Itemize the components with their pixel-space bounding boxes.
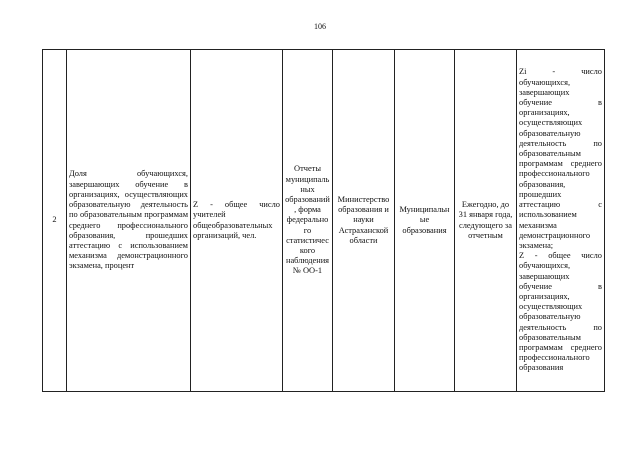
- indicators-table: [42, 49, 605, 392]
- table-row: [43, 50, 605, 392]
- reporting-date-cell: Ежегодно, до 31 января года, следующего за отчетным: [455, 50, 517, 392]
- calculation-method-cell: [517, 50, 605, 392]
- method-zi-definition: Zi - число обучающихся, завершающих обучение в организациях, осуществляющих образовательную деятельность по образовательным программам среднего профессионального образования, прошедших аттестацию с использованием механизма демонстрационного экзамена;: [519, 67, 602, 250]
- aggregation-level-cell: Муниципальные образования: [395, 50, 455, 392]
- method-z-definition: Z - общее число обучающихся, завершающих обучение в организациях, осуществляющих образовательную деятельность по образовательным программам среднего профессионального образования: [519, 251, 602, 373]
- base-indicator-cell: Z - общее число учителей общеобразовательных организаций, чел.: [191, 50, 283, 392]
- responsible-organization-cell: Министерство образования и науки Астраханской области: [333, 50, 395, 392]
- page-number: 106: [314, 22, 326, 31]
- row-number-cell: 2: [43, 50, 67, 392]
- data-source-cell: Отчеты муниципальных образований, форма федерального статистического наблюдения № ОО-1: [283, 50, 333, 392]
- indicator-name-cell: Доля обучающихся, завершающих обучение в организациях, осуществляющих образовательную деятельность по образовательным программам среднего профессионального образования, прошедших аттестацию с использованием механизма демонстрационного экзамена, процент: [67, 50, 191, 392]
